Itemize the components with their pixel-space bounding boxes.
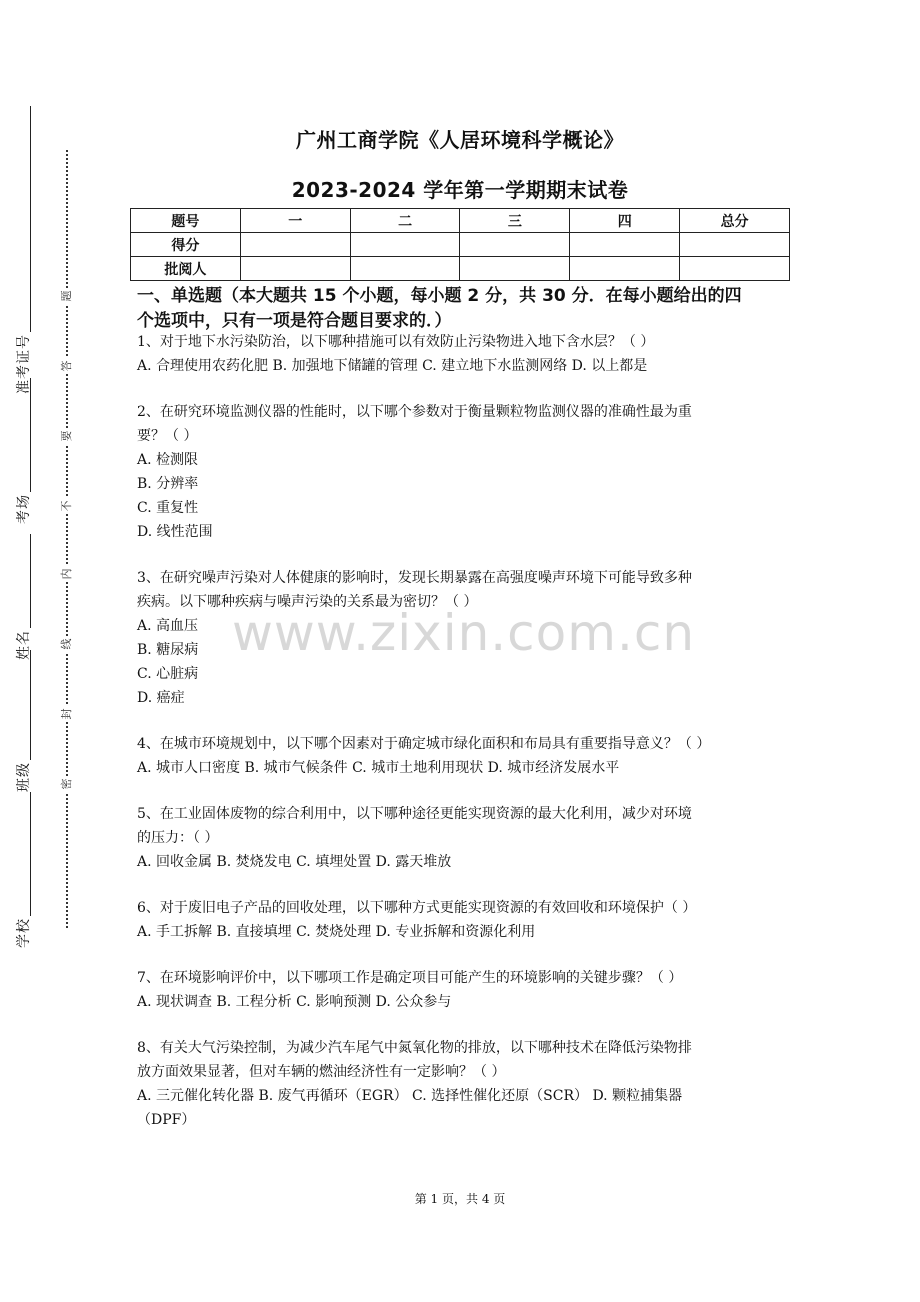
question-option[interactable]: C. 重复性 [137, 500, 199, 516]
question-options[interactable]: A. 城市人口密度 B. 城市气候条件 C. 城市土地利用现状 D. 城市经济发展水平 [137, 760, 620, 776]
score-row [131, 233, 790, 257]
question-option[interactable]: D. 线性范围 [137, 524, 213, 540]
exam-room-blank[interactable] [16, 378, 31, 492]
question-4 [137, 732, 787, 780]
question-stem: 的压力：（ ） [137, 830, 219, 846]
seal-char: 不 [59, 498, 75, 514]
question-6 [137, 896, 787, 944]
seal-char: 内 [59, 566, 75, 582]
score-table-cell: 三 [460, 209, 570, 233]
question-option[interactable]: B. 分辨率 [137, 476, 199, 492]
seal-char: 封 [59, 706, 75, 722]
name-blank[interactable] [16, 534, 31, 628]
question-option[interactable]: A. 检测限 [137, 452, 199, 468]
admission-number-blank[interactable] [16, 106, 31, 332]
name-field[interactable] [13, 534, 33, 660]
class-blank[interactable] [16, 650, 31, 760]
seal-char: 要 [59, 428, 75, 444]
score-input-cell[interactable] [350, 233, 460, 257]
question-options[interactable]: A. 现状调查 B. 工程分析 C. 影响预测 D. 公众参与 [137, 994, 452, 1010]
score-input-cell[interactable] [240, 233, 350, 257]
question-3 [137, 566, 787, 710]
question-stem: 1、对于地下水污染防治，以下哪种措施可以有效防止污染物进入地下含水层？（ ） [137, 334, 655, 350]
question-options[interactable]: （DPF） [137, 1112, 196, 1128]
question-8 [137, 1036, 787, 1132]
question-option[interactable]: C. 心脏病 [137, 666, 199, 682]
grader-input-cell[interactable] [350, 257, 460, 281]
seal-char: 题 [59, 288, 75, 304]
question-options[interactable]: A. 三元催化转化器 B. 废气再循环（EGR） C. 选择性催化还原（SCR） D. 颗粒捕集器 [137, 1088, 683, 1104]
score-table-cell: 总分 [680, 209, 790, 233]
question-list [137, 330, 787, 1132]
question-stem: 3、在研究噪声污染对人体健康的影响时，发现长期暴露在高强度噪声环境下可能导致多种 [137, 570, 692, 586]
question-option[interactable]: B. 糖尿病 [137, 642, 199, 658]
question-stem: 要？（ ） [137, 428, 198, 444]
binding-dotted-line [66, 150, 68, 928]
exam-title: 广州工商学院《人居环境科学概论》 [296, 128, 624, 152]
score-table-cell: 二 [350, 209, 460, 233]
grader-input-cell[interactable] [240, 257, 350, 281]
grader-input-cell[interactable] [460, 257, 570, 281]
question-2 [137, 400, 787, 544]
score-table-cell: 四 [570, 209, 680, 233]
class-label: 班级 [16, 762, 32, 792]
exam-subtitle: 2023-2024 学年第一学期期末试卷 [291, 178, 629, 202]
grader-input-cell[interactable] [680, 257, 790, 281]
question-stem: 放方面效果显著，但对车辆的燃油经济性有一定影响？（ ） [137, 1064, 506, 1080]
section-heading-line: 个选项中，只有一项是符合题目要求的．） [137, 311, 452, 331]
section-heading [137, 284, 797, 334]
school-field[interactable] [13, 792, 33, 948]
score-table-cell: 一 [240, 209, 350, 233]
seal-char: 密 [59, 776, 75, 792]
score-table-cell: 题号 [131, 209, 241, 233]
watermark: www.zixin.com.cn [232, 604, 696, 662]
question-stem: 2、在研究环境监测仪器的性能时，以下哪个参数对于衡量颗粒物监测仪器的准确性最为重 [137, 404, 692, 420]
question-option[interactable]: A. 高血压 [137, 618, 199, 634]
question-option[interactable]: D. 癌症 [137, 690, 185, 706]
grader-row-label: 批阅人 [131, 257, 241, 281]
question-options[interactable]: A. 回收金属 B. 焚烧发电 C. 填埋处置 D. 露天堆放 [137, 854, 452, 870]
name-label: 姓名 [16, 630, 32, 660]
grader-input-cell[interactable] [570, 257, 680, 281]
question-options[interactable]: A. 合理使用农药化肥 B. 加强地下储罐的管理 C. 建立地下水监测网络 D. 以上都是 [137, 358, 648, 374]
question-stem: 5、在工业固体废物的综合利用中，以下哪种途径更能实现资源的最大化利用，减少对环境 [137, 806, 692, 822]
score-table-header-row [131, 209, 790, 233]
exam-room-field[interactable] [13, 378, 33, 524]
seal-char: 答 [59, 358, 75, 374]
exam-room-label: 考场 [16, 494, 32, 524]
question-stem: 4、在城市环境规划中，以下哪个因素对于确定城市绿化面积和布局具有重要指导意义？（ ） [137, 736, 711, 752]
question-1 [137, 330, 787, 378]
question-stem: 7、在环境影响评价中，以下哪项工作是确定项目可能产生的环境影响的关键步骤？（ ） [137, 970, 683, 986]
admission-number-field[interactable] [13, 106, 33, 394]
seal-char: 线 [59, 636, 75, 652]
question-stem: 6、对于废旧电子产品的回收处理，以下哪种方式更能实现资源的有效回收和环境保护（ ） [137, 900, 697, 916]
page-number: 第 1 页，共 4 页 [414, 1192, 506, 1206]
school-label: 学校 [16, 918, 32, 948]
score-input-cell[interactable] [570, 233, 680, 257]
grader-row [131, 257, 790, 281]
score-input-cell[interactable] [460, 233, 570, 257]
question-7 [137, 966, 787, 1014]
class-field[interactable] [13, 650, 33, 792]
question-stem: 疾病。以下哪种疾病与噪声污染的关系最为密切？（ ） [137, 594, 478, 610]
score-input-cell[interactable] [680, 233, 790, 257]
score-row-label: 得分 [131, 233, 241, 257]
school-blank[interactable] [16, 792, 31, 916]
question-5 [137, 802, 787, 874]
admission-number-label: 准考证号 [16, 334, 32, 394]
section-heading-line: 一、单选题（本大题共 15 个小题，每小题 2 分，共 30 分．在每小题给出的四 [137, 286, 742, 306]
score-table [130, 208, 790, 281]
question-options[interactable]: A. 手工拆解 B. 直接填埋 C. 焚烧处理 D. 专业拆解和资源化利用 [137, 924, 536, 940]
question-stem: 8、有关大气污染控制，为减少汽车尾气中氮氧化物的排放，以下哪种技术在降低污染物排 [137, 1040, 692, 1056]
